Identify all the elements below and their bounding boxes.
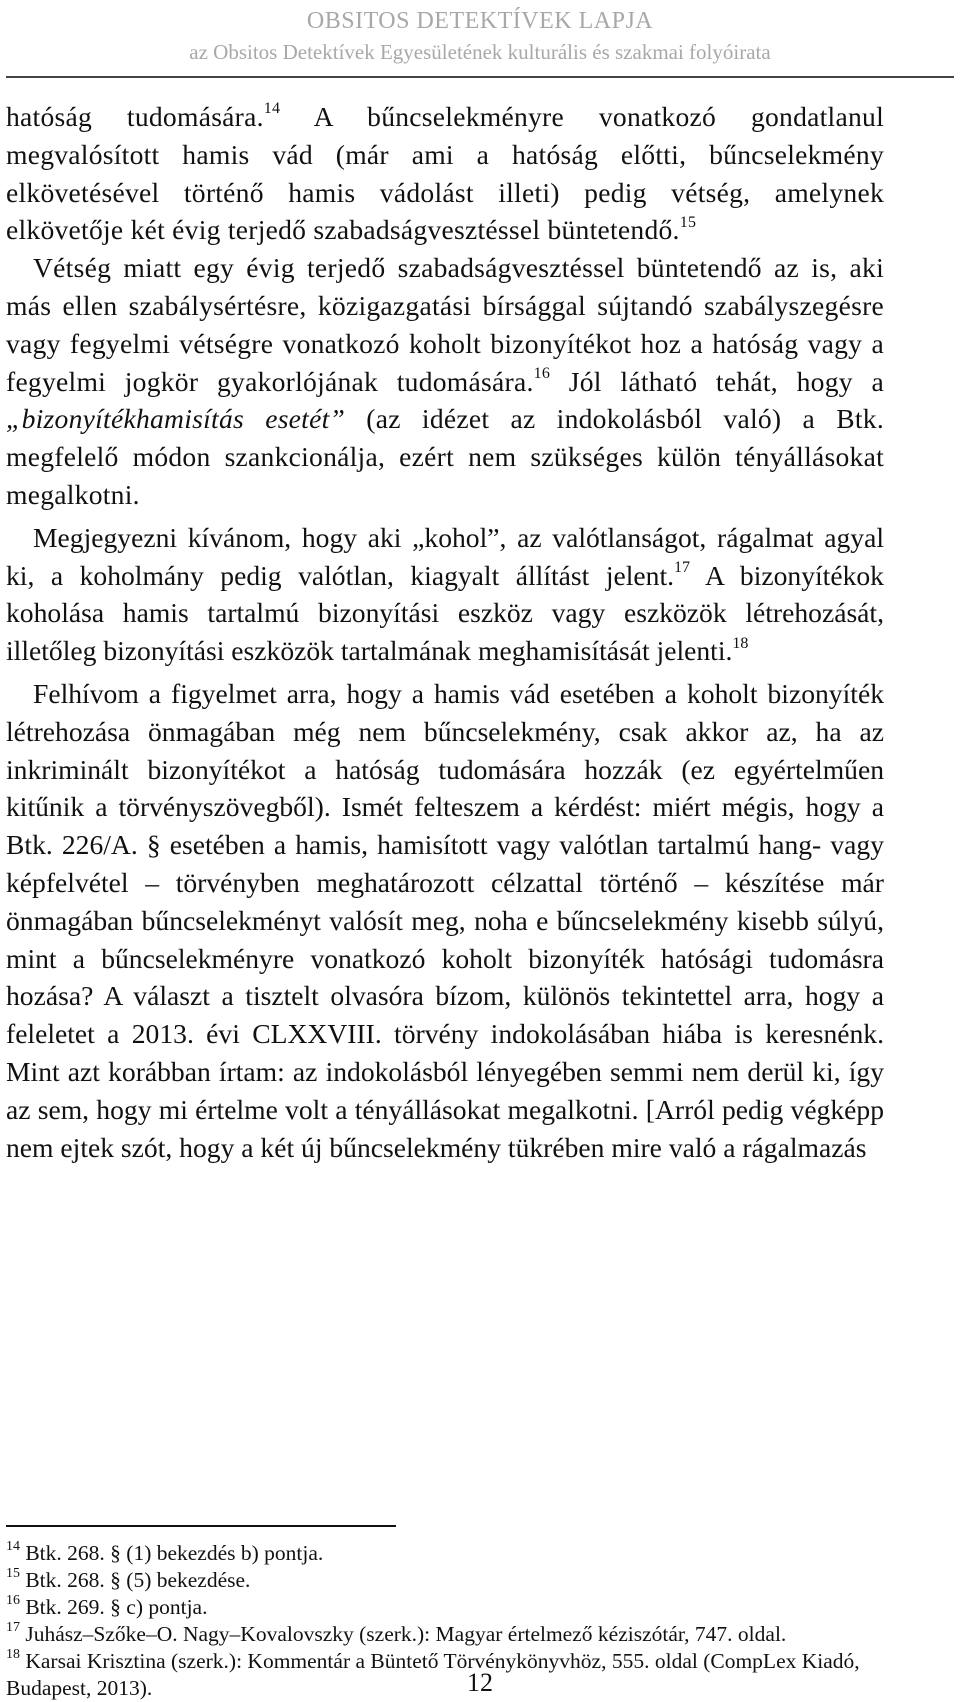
footnote-17: $^{17}$ Juhász–Szőke–O. Nagy–Kovalovszky (szerk.): Magyar értelmező kéziszótár, 747. oldal. xyxy=(6,1620,787,1646)
paragraph-3: Megjegyezni kívánom, hogy aki „kohol”, az valótlanságot, rágalmat agyal ki, a koholmány pedig valótlan, kiagyalt állítást jelent.$^{17}$ A bizonyítékok koholása hamis tartalmú bizonyítási eszköz vagy eszközök létrehozását, illetőleg bizonyítási eszközök tartalmának meghamisítását jelenti.$^{18}$ xyxy=(6,521,884,667)
footnote-ref-15[interactable]: 15 xyxy=(679,213,697,231)
journal-title: OBSITOS DETEKTÍVEK LAPJA xyxy=(306,8,654,34)
quoted-term: „bizonyítékhamisítás esetét” xyxy=(6,403,346,435)
paragraph-2: Vétség miatt egy évig terjedő szabadságvesztéssel büntetendő az is, aki más ellen szabálysértésre, közigazgatási bírsággal sújtandó szabályszegésre vagy fegyelmi vétségre vonatkozó koholt bizonyítékot hoz a hatóság vagy a fegyelmi jogkör gyakorlójának tudomására.$^{16}$ Jól látható tehát, hogy a „bizonyítékhamisítás esetét” (az idézet az indokolásból való) a Btk. megfelelő módon szankcionálja, ezért nem szükséges külön tényállásokat megalkotni. xyxy=(6,252,884,510)
header-divider xyxy=(6,76,954,78)
article-body xyxy=(6,98,884,1166)
footnote-ref-18[interactable]: 18 xyxy=(732,634,749,652)
journal-subtitle: az Obsitos Detektívek Egyesületének kulturális és szakmai folyóirata xyxy=(189,40,771,64)
paragraph-1: hatóság tudomására.$^{14}$ A bűncselekményre vonatkozó gondatlanul megvalósított hamis vád (már ami a hatóság előtti, bűncselekmény elkövetésével történő hamis vádolást illeti) pedig vétség, amelynek elkövetője két évig terjedő szabadságvesztéssel büntetendő.$^{15}$ xyxy=(6,100,884,246)
footnote-15: $^{15}$ Btk. 268. § (5) bekezdése. xyxy=(6,1566,251,1592)
footnote-ref-14[interactable]: 14 xyxy=(263,100,281,118)
footnote-16: $^{16}$ Btk. 269. § c) pontja. xyxy=(6,1593,208,1619)
quoted-word: „kohol” xyxy=(412,521,500,553)
footnote-14: $^{14}$ Btk. 268. § (1) bekezdés b) pontja. xyxy=(6,1539,324,1565)
footnote-ref-16[interactable]: 16 xyxy=(533,365,551,382)
footnote-ref-17[interactable]: 17 xyxy=(674,558,691,576)
footnote-divider xyxy=(6,1525,396,1527)
page-number: 12 xyxy=(467,1668,493,1697)
footnote-18: $^{18}$ Karsai Krisztina (szerk.): Kommentár a Büntető Törvénykönyvhöz, 555. oldal (CompLex Kiadó, Budapest, 2013). xyxy=(6,1647,860,1700)
journal-header xyxy=(0,6,960,66)
paragraph-4: Felhívom a figyelmet arra, hogy a hamis vád esetében a koholt bizonyíték létrehozása önmagában még nem bűncselekmény, csak akkor az, ha az inkriminált bizonyítékot a hatóság tudomására hozzák (ez egyértelműen kitűnik a törvényszövegből). Ismét felteszem a kérdést: miért mégis, hogy a Btk. 226/A. § esetében a hamis, hamisított vagy valótlan tartalmú hang- vagy képfelvétel – törvényben meghatározott célzattal történő – készítése már önmagában bűncselekményt valósít meg, noha e bűncselekmény kisebb súlyú, mint a bűncselekményre vonatkozó koholt bizonyíték hatósági tudomásra hozása? A választ a tisztelt olvasóra bízom, különös tekintettel arra, hogy a feleletet a 2013. évi CLXXVIII. törvény indokolásában hiába is keresnénk. Mint azt korábban írtam: az indokolásból lényegében semmi nem derül ki, így az sem, hogy mi értelme volt a tényállásokat megalkotni. [Arról pedig végképp nem ejtek szót, hogy a két új bűncselekmény tükrében mire való a rágalmazás xyxy=(6,677,884,1163)
